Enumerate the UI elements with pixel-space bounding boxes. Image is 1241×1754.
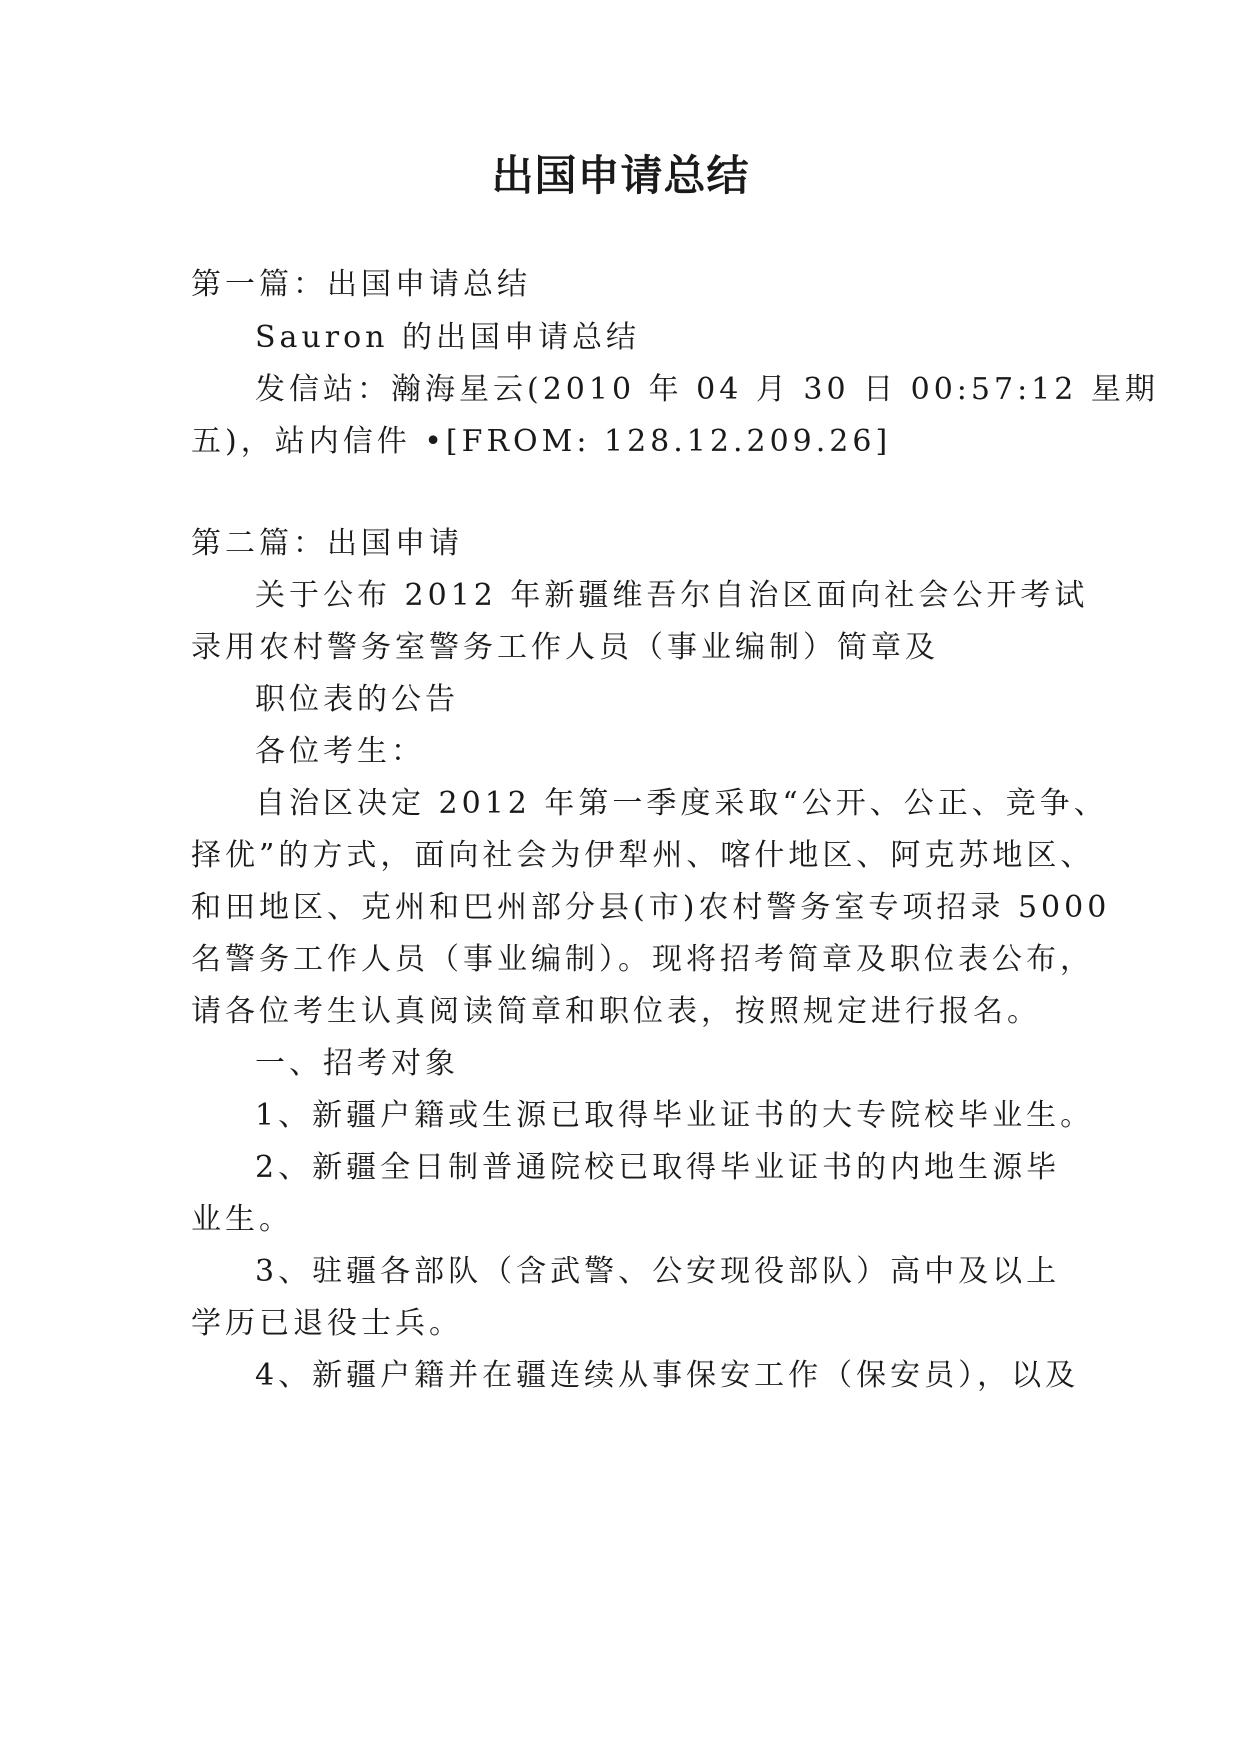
paragraph-line: 发信站：瀚海星云(2010 年 04 月 30 日 00:57:12 星期 (255, 372, 1159, 407)
paragraph-line: 关于公布 2012 年新疆维吾尔自治区面向社会公开考试 (255, 578, 1089, 613)
list-heading: 一、招考对象 (255, 1046, 459, 1081)
paragraph-line: 自治区决定 2012 年第一季度采取“公开、公正、竞争、 (255, 786, 1108, 821)
paragraph-line: 职位表的公告 (255, 682, 459, 717)
paragraph-line: 请各位考生认真阅读简章和职位表，按照规定进行报名。 (191, 994, 1041, 1029)
section-heading-2: 第二篇：出国申请 (191, 526, 463, 561)
document-title: 出国申请总结 (491, 151, 750, 200)
section-heading-1: 第一篇：出国申请总结 (191, 267, 531, 302)
list-item: 1、新疆户籍或生源已取得毕业证书的大专院校毕业生。 (255, 1098, 1095, 1133)
list-item: 3、驻疆各部队（含武警、公安现役部队）高中及以上 (255, 1254, 1061, 1289)
paragraph-line: 录用农村警务室警务工作人员（事业编制）简章及 (191, 630, 939, 665)
paragraph-line: Sauron 的出国申请总结 (255, 320, 641, 355)
list-item-continuation: 学历已退役士兵。 (191, 1306, 463, 1341)
list-item: 4、新疆户籍并在疆连续从事保安工作（保安员），以及 (255, 1358, 1080, 1393)
paragraph-line: 五)，站内信件 •[FROM: 128.12.209.26] (191, 424, 892, 459)
list-item: 2、新疆全日制普通院校已取得毕业证书的内地生源毕 (255, 1150, 1061, 1185)
paragraph-line: 名警务工作人员（事业编制）。现将招考简章及职位表公布， (191, 942, 1094, 977)
paragraph-line: 各位考生： (255, 734, 425, 769)
paragraph-line: 择优”的方式，面向社会为伊犁州、喀什地区、阿克苏地区、 (191, 838, 1095, 873)
list-item-continuation: 业生。 (191, 1202, 293, 1237)
paragraph-line: 和田地区、克州和巴州部分县(市)农村警务室专项招录 5000 (191, 890, 1111, 925)
